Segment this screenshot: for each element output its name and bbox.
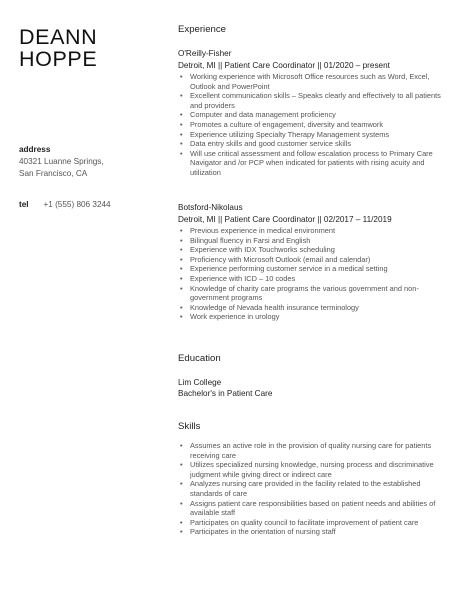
first-name: DEANN [19,25,98,49]
list-item: • Data entry skills and good customer service skills [180,139,352,149]
job-details: Detroit, MI || Patient Care Coordinator || 01/2020 – present [178,61,390,70]
main-content [178,24,448,537]
list-item: • Experience with IDX Touchworks scheduling [180,245,335,255]
list-item: • Assumes an active role in the provision of quality nursing care for patients receiving care [180,441,432,460]
list-item: • Work experience in urology [180,312,280,322]
list-item: • Assigns patient care responsibilities based on patient needs and abilities of available staff [180,498,436,518]
list-item: • Experience performing customer service in a medical setting [180,264,388,274]
job-bullets [178,226,448,322]
skills-entry [178,441,448,537]
list-item: • Knowledge of Nevada health insurance terminology [180,302,359,312]
skills-title: Skills [178,421,201,432]
skills-bullets [178,441,448,537]
address-block [19,145,169,181]
job-bullets [178,72,448,178]
list-item: • Previous experience in medical environment [180,226,336,235]
employer-name: O'Reilly-Fisher [178,49,232,58]
last-name: HOPPE [19,47,98,71]
list-item: • Experience utilizing Specialty Therapy Management systems [180,129,390,139]
degree: Bachelor's in Patient Care [178,389,273,398]
list-item: • Participates on quality council to facilitate improvement of patient care [180,517,419,527]
list-item: • Excellent communication skills – Speaks clearly and effectively to all patients and providers [180,91,441,110]
list-item: • Analyzes nursing care provided in the facility related to the established standards of care [180,479,421,498]
education-title: Education [178,353,221,364]
job-entry [178,48,448,178]
list-item: • Will use critical assessment and follow escalation process to Primary Care Navigator and /or PCP when indicated for patients with rising acuity and utilization [180,148,433,177]
school-name: Lim College [178,378,222,387]
list-item: • Participates in the orientation of nursing staff [180,527,336,537]
address-label: address [19,145,51,154]
experience-title: Experience [178,24,226,35]
job-details: Detroit, MI || Patient Care Coordinator || 02/2017 – 11/2019 [178,215,392,224]
tel-value: +1 (555) 806 3244 [43,200,111,209]
tel-block [19,194,169,212]
list-item: • Proficiency with Microsoft Outlook (email and calendar) [180,254,371,264]
list-item: • Bilingual fluency in Farsi and English [180,235,311,245]
list-item: • Computer and data management proficiency [180,110,336,120]
list-item: • Promotes a culture of engagement, diversity and teamwork [180,119,384,129]
address-line-1: 40321 Luanne Springs, [19,157,104,166]
list-item: • Utilizes specialized nursing knowledge, nursing process and discriminative judgment while giving direct or indirect care [180,460,434,479]
tel-label: tel [19,200,29,209]
employer-name: Botsford-Nikolaus [178,203,243,212]
address-line-2: San Francisco, CA [19,169,88,179]
job-entry [178,202,448,322]
list-item: • Knowledge of charity care programs the various government and non-government programs [180,283,419,303]
list-item: • Experience with ICD – 10 codes [180,273,296,283]
name-block [19,26,159,70]
education-entry [178,377,448,399]
list-item: • Working experience with Microsoft Office resources such as Word, Excel, Outlook and PowerPoint [180,72,430,91]
